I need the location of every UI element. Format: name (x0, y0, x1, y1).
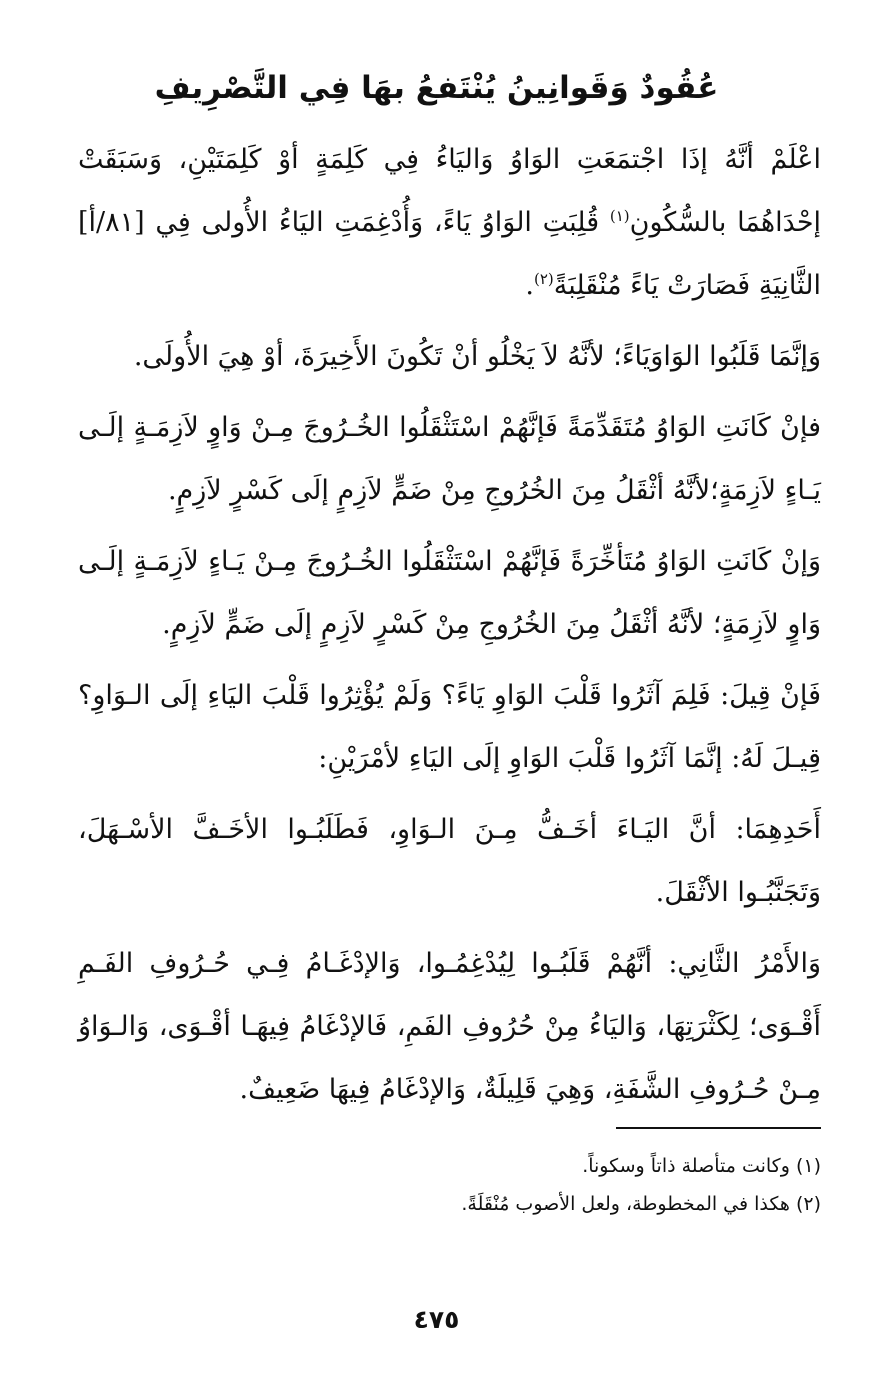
paragraph-1-text-a: اعْلَمْ أنَّهُ إذَا اجْتمَعَتِ الوَاوُ وَاليَاءُ فِي كَلِمَةٍ أوْ كَلِمَتَيْنِ، وَسَبَقَتْ إحْدَاهُمَا بالسُّكُونِ (78, 144, 822, 238)
footnotes (78, 1147, 821, 1223)
footnote-ref-1: (١) (609, 207, 630, 225)
paragraph-2: وَإنَّمَا قَلَبُوا الوَاوَيَاءً؛ لأنَّهُ لاَ يَخْلُو أنْ تَكُونَ الأَخِيرَةَ، أوْ هِيَ الأُولَى. (133, 341, 821, 372)
paragraph-6: أَحَدِهِمَا: أنَّ اليَـاءَ أخَـفُّ مِـنَ الـوَاوِ، فَطَلَبُـوا الأخَـفَّ الأسْـهَلَ، وَتَجَنَّبُـوا الأثْقَلَ. (78, 814, 821, 908)
page-number: ٤٧٥ (413, 1305, 460, 1334)
page-title: عُقُودٌ وَقَوانِينُ يُنْتَفعُ بهَا فِي التَّصْرِيفِ (154, 70, 719, 106)
footnote-separator (616, 1127, 821, 1129)
paragraph-1-text-b: قُلِبَتِ الوَاوُ يَاءً، وَأُدْغِمَتِ اليَاءُ الأُولى فِي [٨١/أ] الثَّانِيَةِ فَصَارَتْ يَاءً مُنْقَلِبَةً (78, 207, 821, 301)
paragraph-7: وَالأَمْرُ الثَّانِي: أنَّهُمْ قَلَبُـوا لِيُدْغِمُـوا، وَالإدْغَـامُ فِـي حُـرُوفِ الفَـمِ أَقْـوَى؛ لِكَثْرَتِهَا، وَاليَاءُ مِنْ حُرُوفِ الفَمِ، فَالإدْغَامُ فِيهَـا أقْـوَى، وَالـوَاوُ مِـنْ حُـرُوفِ الشَّفَةِ، وَهِيَ قَلِيلَةٌ، وَالإدْغَامُ فِيهَا ضَعِيفٌ. (78, 948, 821, 1105)
footnote-ref-2: (٢) (533, 270, 554, 288)
main-text (78, 128, 821, 1129)
footnote-1: (١) وكانت متأصلة ذاتاً وسكوناً. (582, 1155, 821, 1177)
footnote-2: (٢) هكذا في المخطوطة، ولعل الأصوب مُنْقَلَةً. (461, 1193, 821, 1215)
paragraph-5: فَإنْ قِيلَ: فَلِمَ آثَرُوا قَلْبَ الوَاوِ يَاءً؟ وَلَمْ يُؤْثِرُوا قَلْبَ اليَاءِ إلَى الـوَاوِ؟ قِيـلَ لَهُ: إنَّمَا آثَرُوا قَلْبَ الوَاوِ إلَى اليَاءِ لأمْرَيْنِ: (78, 680, 821, 774)
paragraph-3: فإنْ كَانَتِ الوَاوُ مُتَقَدِّمَةً فَإنَّهُمْ اسْتَثْقَلُوا الخُـرُوجَ مِـنْ وَاوٍ لاَزِمَـةٍ إلَـى يَـاءٍ لاَزِمَةٍ؛لأنَّهُ أثْقَلُ مِنَ الخُرُوجِ مِنْ ضَمٍّ لاَزِمٍ إلَى كَسْرٍ لاَزِمٍ. (78, 412, 821, 506)
paragraph-1 (78, 128, 821, 317)
paragraph-1-text-c: . (525, 270, 534, 301)
paragraph-4: وَإنْ كَانَتِ الوَاوُ مُتَأخِّرَةً فَإنَّهُمْ اسْتَثْقَلُوا الخُـرُوجَ مِـنْ يَـاءٍ لاَزِمَـةٍ إلَـى وَاوٍ لاَزِمَةٍ؛ لأنَّهُ أثْقَلُ مِنَ الخُرُوجِ مِنْ كَسْرٍ لاَزِمٍ إلَى ضَمٍّ لاَزِمٍ. (78, 546, 821, 640)
